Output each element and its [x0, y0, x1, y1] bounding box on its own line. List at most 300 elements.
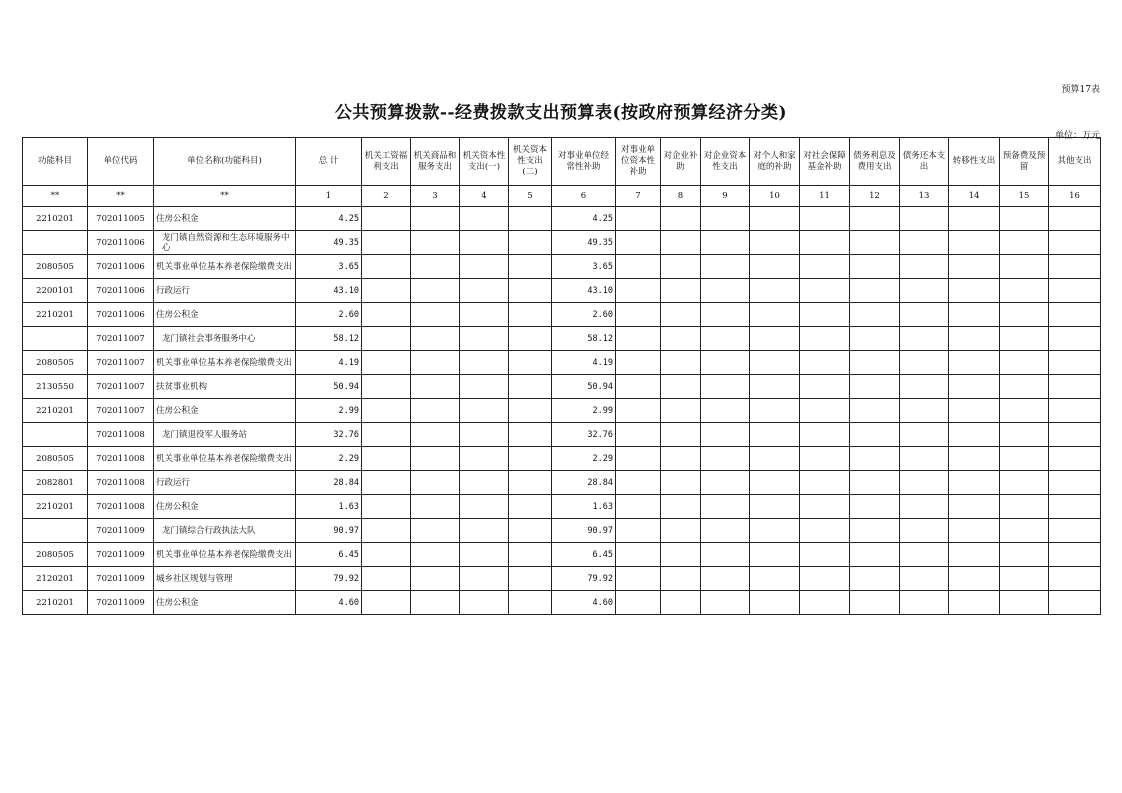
empty-cell [460, 543, 509, 567]
unit-name-cell: 住房公积金 [154, 207, 296, 231]
empty-cell [701, 543, 750, 567]
empty-cell [1000, 207, 1049, 231]
unit-code-cell: 702011009 [88, 543, 154, 567]
column-index-cell: ** [23, 186, 88, 207]
subsidy-cell: 4.19 [552, 351, 616, 375]
table-row [23, 399, 1101, 423]
empty-cell [509, 471, 552, 495]
empty-cell [460, 567, 509, 591]
empty-cell [701, 255, 750, 279]
empty-cell [616, 471, 661, 495]
empty-cell [750, 591, 800, 615]
table-row [23, 375, 1101, 399]
column-header: 单位名称(功能科目) [154, 138, 296, 186]
empty-cell [411, 255, 460, 279]
column-header: 对社会保障基金补助 [800, 138, 850, 186]
empty-cell [750, 567, 800, 591]
empty-cell [616, 255, 661, 279]
empty-cell [1049, 231, 1101, 255]
empty-cell [800, 231, 850, 255]
table-row [23, 543, 1101, 567]
unit-name-cell: 龙门镇退役军人服务站 [154, 423, 296, 447]
empty-cell [750, 447, 800, 471]
table-row [23, 207, 1101, 231]
empty-cell [701, 471, 750, 495]
empty-cell [900, 495, 949, 519]
empty-cell [411, 303, 460, 327]
empty-cell [411, 351, 460, 375]
empty-cell [616, 495, 661, 519]
empty-cell [509, 495, 552, 519]
function-code-cell: 2080505 [23, 543, 88, 567]
empty-cell [1000, 327, 1049, 351]
empty-cell [750, 327, 800, 351]
empty-cell [411, 207, 460, 231]
empty-cell [900, 375, 949, 399]
column-index-cell: 7 [616, 186, 661, 207]
empty-cell [949, 255, 1000, 279]
unit-name-cell: 住房公积金 [154, 303, 296, 327]
empty-cell [616, 327, 661, 351]
unit-name-cell: 机关事业单位基本养老保险缴费支出 [154, 255, 296, 279]
empty-cell [800, 543, 850, 567]
empty-cell [850, 279, 900, 303]
empty-cell [1000, 351, 1049, 375]
empty-cell [661, 399, 701, 423]
empty-cell [362, 399, 411, 423]
empty-cell [949, 231, 1000, 255]
empty-cell [661, 591, 701, 615]
empty-cell [750, 399, 800, 423]
empty-cell [509, 423, 552, 447]
empty-cell [900, 447, 949, 471]
column-index-cell: 12 [850, 186, 900, 207]
subsidy-cell: 90.97 [552, 519, 616, 543]
unit-code-cell: 702011009 [88, 519, 154, 543]
empty-cell [850, 351, 900, 375]
unit-name-cell: 行政运行 [154, 279, 296, 303]
empty-cell [616, 519, 661, 543]
total-cell: 4.25 [296, 207, 362, 231]
empty-cell [411, 447, 460, 471]
total-cell: 4.19 [296, 351, 362, 375]
table-row [23, 591, 1101, 615]
empty-cell [1049, 447, 1101, 471]
empty-cell [800, 399, 850, 423]
empty-cell [661, 327, 701, 351]
empty-cell [616, 447, 661, 471]
empty-cell [362, 207, 411, 231]
unit-name-cell: 城乡社区规划与管理 [154, 567, 296, 591]
unit-code-cell: 702011007 [88, 375, 154, 399]
function-code-cell: 2210201 [23, 399, 88, 423]
subsidy-cell: 4.25 [552, 207, 616, 231]
function-code-cell: 2210201 [23, 591, 88, 615]
empty-cell [949, 375, 1000, 399]
empty-cell [949, 327, 1000, 351]
empty-cell [616, 543, 661, 567]
empty-cell [661, 567, 701, 591]
empty-cell [362, 519, 411, 543]
total-cell: 43.10 [296, 279, 362, 303]
empty-cell [900, 471, 949, 495]
empty-cell [460, 255, 509, 279]
unit-code-cell: 702011006 [88, 303, 154, 327]
empty-cell [900, 591, 949, 615]
function-code-cell: 2080505 [23, 255, 88, 279]
empty-cell [1000, 447, 1049, 471]
empty-cell [850, 519, 900, 543]
total-cell: 4.60 [296, 591, 362, 615]
empty-cell [616, 399, 661, 423]
empty-cell [616, 423, 661, 447]
empty-cell [1049, 279, 1101, 303]
column-header: 其他支出 [1049, 138, 1101, 186]
empty-cell [949, 471, 1000, 495]
subsidy-cell: 79.92 [552, 567, 616, 591]
empty-cell [850, 207, 900, 231]
unit-code-cell: 702011007 [88, 351, 154, 375]
empty-cell [900, 399, 949, 423]
column-index-cell: 16 [1049, 186, 1101, 207]
table-row [23, 255, 1101, 279]
empty-cell [460, 207, 509, 231]
function-code-cell: 2210201 [23, 303, 88, 327]
total-cell: 49.35 [296, 231, 362, 255]
subsidy-cell: 2.29 [552, 447, 616, 471]
empty-cell [460, 351, 509, 375]
empty-cell [411, 543, 460, 567]
subsidy-cell: 3.65 [552, 255, 616, 279]
empty-cell [701, 567, 750, 591]
empty-cell [701, 447, 750, 471]
empty-cell [509, 231, 552, 255]
empty-cell [509, 591, 552, 615]
column-header: 单位代码 [88, 138, 154, 186]
empty-cell [1049, 423, 1101, 447]
empty-cell [460, 471, 509, 495]
empty-cell [701, 279, 750, 303]
empty-cell [800, 591, 850, 615]
column-index-cell: ** [88, 186, 154, 207]
unit-code-cell: 702011006 [88, 231, 154, 255]
empty-cell [1000, 231, 1049, 255]
empty-cell [949, 543, 1000, 567]
column-index-cell: 11 [800, 186, 850, 207]
unit-name-cell: 行政运行 [154, 471, 296, 495]
column-index-cell: 6 [552, 186, 616, 207]
table-reference-label: 预算17表 [1061, 85, 1100, 95]
column-header: 债务利息及费用支出 [850, 138, 900, 186]
column-header: 转移性支出 [949, 138, 1000, 186]
empty-cell [900, 567, 949, 591]
empty-cell [460, 231, 509, 255]
empty-cell [750, 255, 800, 279]
empty-cell [411, 375, 460, 399]
empty-cell [460, 423, 509, 447]
subsidy-cell: 28.84 [552, 471, 616, 495]
empty-cell [750, 207, 800, 231]
empty-cell [1049, 351, 1101, 375]
empty-cell [701, 591, 750, 615]
table-row [23, 447, 1101, 471]
empty-cell [701, 495, 750, 519]
empty-cell [460, 375, 509, 399]
empty-cell [949, 591, 1000, 615]
column-header: 总 计 [296, 138, 362, 186]
empty-cell [661, 423, 701, 447]
empty-cell [850, 495, 900, 519]
total-cell: 2.60 [296, 303, 362, 327]
column-index-cell: 3 [411, 186, 460, 207]
empty-cell [800, 279, 850, 303]
empty-cell [1049, 375, 1101, 399]
empty-cell [949, 519, 1000, 543]
empty-cell [616, 231, 661, 255]
empty-cell [1049, 519, 1101, 543]
empty-cell [949, 567, 1000, 591]
empty-cell [750, 303, 800, 327]
empty-cell [661, 279, 701, 303]
empty-cell [616, 591, 661, 615]
subsidy-cell: 2.60 [552, 303, 616, 327]
empty-cell [1049, 327, 1101, 351]
total-cell: 1.63 [296, 495, 362, 519]
empty-cell [701, 399, 750, 423]
empty-cell [850, 231, 900, 255]
empty-cell [1000, 279, 1049, 303]
empty-cell [509, 543, 552, 567]
empty-cell [509, 303, 552, 327]
empty-cell [1049, 543, 1101, 567]
unit-code-cell: 702011007 [88, 399, 154, 423]
empty-cell [850, 375, 900, 399]
total-cell: 3.65 [296, 255, 362, 279]
function-code-cell: 2210201 [23, 495, 88, 519]
empty-cell [800, 327, 850, 351]
column-header: 机关工资福利支出 [362, 138, 411, 186]
empty-cell [411, 471, 460, 495]
column-header: 机关资本性支出(一) [460, 138, 509, 186]
empty-cell [900, 519, 949, 543]
empty-cell [460, 591, 509, 615]
empty-cell [701, 327, 750, 351]
empty-cell [900, 351, 949, 375]
table-row [23, 279, 1101, 303]
empty-cell [1000, 399, 1049, 423]
empty-cell [800, 519, 850, 543]
empty-cell [362, 351, 411, 375]
column-index-cell: 5 [509, 186, 552, 207]
subsidy-cell: 58.12 [552, 327, 616, 351]
unit-code-cell: 702011008 [88, 495, 154, 519]
empty-cell [701, 375, 750, 399]
empty-cell [949, 279, 1000, 303]
empty-cell [701, 519, 750, 543]
empty-cell [800, 471, 850, 495]
empty-cell [411, 279, 460, 303]
total-cell: 2.99 [296, 399, 362, 423]
empty-cell [1049, 255, 1101, 279]
empty-cell [701, 207, 750, 231]
column-header: 对企业补助 [661, 138, 701, 186]
column-header: 债务还本支出 [900, 138, 949, 186]
empty-cell [800, 351, 850, 375]
empty-cell [1000, 303, 1049, 327]
column-header: 机关商品和服务支出 [411, 138, 460, 186]
empty-cell [460, 327, 509, 351]
empty-cell [460, 303, 509, 327]
total-cell: 90.97 [296, 519, 362, 543]
column-header: 对个人和家庭的补助 [750, 138, 800, 186]
empty-cell [362, 567, 411, 591]
subsidy-cell: 50.94 [552, 375, 616, 399]
empty-cell [750, 375, 800, 399]
column-index-cell: 9 [701, 186, 750, 207]
empty-cell [616, 375, 661, 399]
function-code-cell [23, 327, 88, 351]
function-code-cell: 2130550 [23, 375, 88, 399]
unit-code-cell: 702011009 [88, 591, 154, 615]
empty-cell [949, 303, 1000, 327]
empty-cell [362, 303, 411, 327]
empty-cell [411, 399, 460, 423]
subsidy-cell: 4.60 [552, 591, 616, 615]
empty-cell [850, 471, 900, 495]
unit-name-cell: 住房公积金 [154, 591, 296, 615]
empty-cell [1000, 375, 1049, 399]
empty-cell [509, 255, 552, 279]
empty-cell [1000, 519, 1049, 543]
empty-cell [900, 423, 949, 447]
column-header: 对事业单位经常性补助 [552, 138, 616, 186]
column-index-row [23, 186, 1101, 207]
empty-cell [661, 447, 701, 471]
unit-name-cell: 龙门镇社会事务服务中心 [154, 327, 296, 351]
empty-cell [701, 351, 750, 375]
empty-cell [661, 351, 701, 375]
total-cell: 58.12 [296, 327, 362, 351]
header-row [23, 138, 1101, 186]
empty-cell [701, 303, 750, 327]
empty-cell [800, 423, 850, 447]
empty-cell [362, 231, 411, 255]
empty-cell [661, 519, 701, 543]
subsidy-cell: 6.45 [552, 543, 616, 567]
empty-cell [800, 255, 850, 279]
function-code-cell: 2080505 [23, 351, 88, 375]
empty-cell [509, 447, 552, 471]
empty-cell [509, 375, 552, 399]
empty-cell [509, 567, 552, 591]
empty-cell [1049, 207, 1101, 231]
function-code-cell: 2080505 [23, 447, 88, 471]
subsidy-cell: 32.76 [552, 423, 616, 447]
empty-cell [949, 399, 1000, 423]
page-title: 公共预算拨款--经费拨款支出预算表(按政府预算经济分类) [334, 103, 788, 123]
column-index-cell: 14 [949, 186, 1000, 207]
empty-cell [411, 231, 460, 255]
empty-cell [509, 351, 552, 375]
table-row [23, 327, 1101, 351]
column-index-cell: 8 [661, 186, 701, 207]
empty-cell [661, 231, 701, 255]
empty-cell [362, 423, 411, 447]
column-index-cell: 13 [900, 186, 949, 207]
empty-cell [850, 255, 900, 279]
unit-name-cell: 机关事业单位基本养老保险缴费支出 [154, 351, 296, 375]
table-body [23, 207, 1101, 615]
empty-cell [616, 279, 661, 303]
function-code-cell [23, 423, 88, 447]
empty-cell [362, 591, 411, 615]
empty-cell [701, 231, 750, 255]
table-row [23, 495, 1101, 519]
empty-cell [800, 303, 850, 327]
budget-table [22, 137, 1101, 615]
empty-cell [949, 447, 1000, 471]
empty-cell [460, 447, 509, 471]
column-header: 对企业资本性支出 [701, 138, 750, 186]
empty-cell [750, 495, 800, 519]
total-cell: 79.92 [296, 567, 362, 591]
empty-cell [900, 231, 949, 255]
empty-cell [949, 351, 1000, 375]
table-row [23, 231, 1101, 255]
unit-code-cell: 702011008 [88, 471, 154, 495]
column-index-cell: ** [154, 186, 296, 207]
function-code-cell: 2082801 [23, 471, 88, 495]
table-row [23, 351, 1101, 375]
empty-cell [460, 279, 509, 303]
empty-cell [362, 447, 411, 471]
empty-cell [362, 471, 411, 495]
empty-cell [800, 567, 850, 591]
empty-cell [661, 543, 701, 567]
empty-cell [750, 519, 800, 543]
column-index-cell: 4 [460, 186, 509, 207]
empty-cell [616, 207, 661, 231]
unit-name-cell: 扶贫事业机构 [154, 375, 296, 399]
table-row [23, 567, 1101, 591]
function-code-cell [23, 231, 88, 255]
total-cell: 32.76 [296, 423, 362, 447]
unit-label: 单位：万元 [1054, 131, 1100, 141]
unit-name-cell: 龙门镇综合行政执法大队 [154, 519, 296, 543]
empty-cell [460, 519, 509, 543]
table-row [23, 519, 1101, 543]
empty-cell [1049, 303, 1101, 327]
empty-cell [900, 255, 949, 279]
total-cell: 28.84 [296, 471, 362, 495]
unit-code-cell: 702011007 [88, 327, 154, 351]
total-cell: 2.29 [296, 447, 362, 471]
empty-cell [411, 495, 460, 519]
empty-cell [949, 423, 1000, 447]
column-index-cell: 1 [296, 186, 362, 207]
empty-cell [750, 231, 800, 255]
empty-cell [411, 327, 460, 351]
empty-cell [1049, 591, 1101, 615]
empty-cell [850, 591, 900, 615]
empty-cell [509, 327, 552, 351]
unit-name-cell: 住房公积金 [154, 495, 296, 519]
empty-cell [1049, 399, 1101, 423]
function-code-cell: 2120201 [23, 567, 88, 591]
empty-cell [661, 207, 701, 231]
empty-cell [616, 303, 661, 327]
empty-cell [411, 423, 460, 447]
